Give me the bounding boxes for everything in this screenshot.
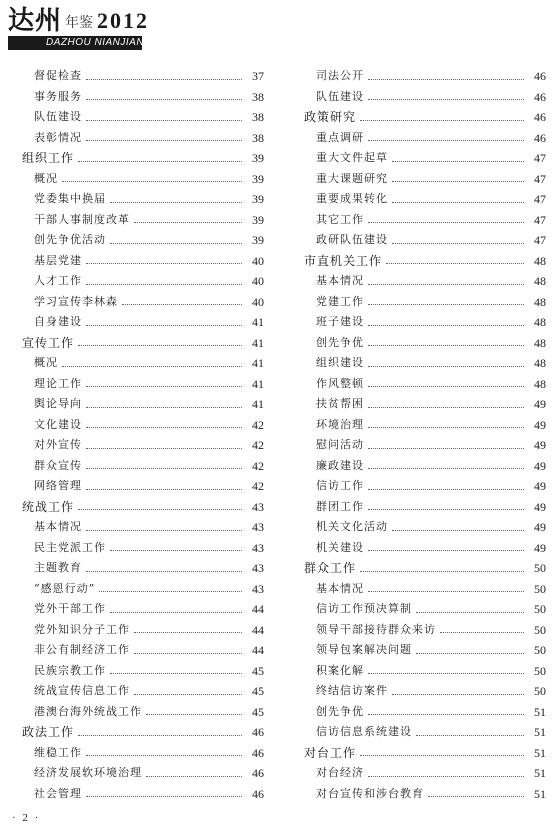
dot-leader bbox=[392, 243, 524, 244]
toc-entry[interactable] bbox=[304, 599, 546, 620]
toc-entry-page: 50 bbox=[534, 602, 546, 617]
toc-entry-title: 班子建设 bbox=[316, 315, 364, 329]
toc-entry-page: 39 bbox=[252, 171, 264, 186]
dot-leader bbox=[368, 550, 524, 551]
dot-leader bbox=[122, 304, 242, 305]
toc-entry-page: 41 bbox=[252, 376, 264, 391]
toc-entry-title: 党委集中换届 bbox=[34, 192, 106, 206]
toc-entry-title: 廉政建设 bbox=[316, 458, 364, 472]
toc-section-entry[interactable] bbox=[304, 107, 546, 128]
dot-leader bbox=[86, 79, 242, 80]
toc-entry[interactable] bbox=[304, 271, 546, 292]
toc-entry-title: 宣传工作 bbox=[22, 335, 75, 350]
toc-entry-title: 重大课题研究 bbox=[316, 171, 388, 185]
toc-entry-page: 47 bbox=[534, 233, 546, 248]
toc-entry-title: 社会管理 bbox=[34, 786, 82, 800]
toc-entry-title: 政法工作 bbox=[22, 725, 75, 740]
dot-leader bbox=[110, 550, 242, 551]
toc-entry[interactable] bbox=[304, 681, 546, 702]
toc-entry-title: 党外知识分子工作 bbox=[34, 622, 130, 636]
toc-entry-title: 非公有制经济工作 bbox=[34, 643, 130, 657]
dot-leader bbox=[360, 571, 524, 572]
toc-entry-page: 44 bbox=[252, 643, 264, 658]
dot-leader bbox=[62, 366, 242, 367]
dot-leader bbox=[416, 653, 524, 654]
dot-leader bbox=[86, 755, 242, 756]
dot-leader bbox=[368, 99, 524, 100]
toc-entry-page: 46 bbox=[534, 89, 546, 104]
toc-entry-page: 41 bbox=[252, 315, 264, 330]
toc-entry-page: 47 bbox=[534, 212, 546, 227]
toc-entry-page: 50 bbox=[534, 561, 546, 576]
toc-entry-page: 43 bbox=[252, 540, 264, 555]
toc-entry-title: 干部人事制度改革 bbox=[34, 212, 130, 226]
toc-entry[interactable] bbox=[304, 538, 546, 559]
toc-entry-page: 43 bbox=[252, 581, 264, 596]
toc-entry-page: 47 bbox=[534, 192, 546, 207]
toc-column-right bbox=[304, 66, 546, 804]
toc-entry-title: 主题教育 bbox=[34, 561, 82, 575]
toc-entry[interactable] bbox=[304, 415, 546, 436]
toc-entry[interactable] bbox=[304, 292, 546, 313]
toc-entry[interactable] bbox=[304, 620, 546, 641]
dot-leader bbox=[86, 284, 242, 285]
toc-entry-title: 重要成果转化 bbox=[316, 192, 388, 206]
toc-section-entry[interactable] bbox=[22, 497, 264, 518]
toc-entry[interactable] bbox=[22, 312, 264, 333]
toc-entry-title: 督促检查 bbox=[34, 69, 82, 83]
toc-entry-title: 司法公开 bbox=[316, 69, 364, 83]
toc-entry[interactable] bbox=[304, 148, 546, 169]
toc-entry-page: 42 bbox=[252, 438, 264, 453]
dot-leader bbox=[86, 468, 242, 469]
toc-entry-page: 39 bbox=[252, 192, 264, 207]
toc-entry-page: 37 bbox=[252, 69, 264, 84]
toc-entry-page: 38 bbox=[252, 89, 264, 104]
toc-entry[interactable] bbox=[22, 661, 264, 682]
dot-leader bbox=[86, 530, 242, 531]
toc-entry[interactable] bbox=[22, 538, 264, 559]
toc-entry-title: 舆论导向 bbox=[34, 397, 82, 411]
dot-leader bbox=[368, 468, 524, 469]
toc-entry-page: 48 bbox=[534, 356, 546, 371]
dot-leader bbox=[78, 509, 242, 510]
toc-entry[interactable] bbox=[304, 640, 546, 661]
toc-entry[interactable] bbox=[22, 763, 264, 784]
toc-entry-page: 39 bbox=[252, 233, 264, 248]
toc-entry-title: 政研队伍建设 bbox=[316, 233, 388, 247]
dot-leader bbox=[368, 325, 524, 326]
dot-leader bbox=[86, 427, 242, 428]
toc-entry-title: 政策研究 bbox=[304, 110, 357, 125]
dot-leader bbox=[110, 673, 242, 674]
dot-leader bbox=[110, 243, 242, 244]
toc-section-entry[interactable] bbox=[304, 743, 546, 764]
toc-entry-title: 信访工作 bbox=[316, 479, 364, 493]
toc-entry[interactable] bbox=[22, 476, 264, 497]
toc-entry-title: 党外干部工作 bbox=[34, 602, 106, 616]
dot-leader bbox=[368, 79, 524, 80]
toc-entry[interactable] bbox=[22, 87, 264, 108]
toc-entry[interactable] bbox=[304, 374, 546, 395]
yearbook-subtitle: 年鉴 bbox=[65, 15, 93, 31]
dot-leader bbox=[368, 673, 524, 674]
dot-leader bbox=[368, 591, 524, 592]
dot-leader bbox=[86, 386, 242, 387]
dot-leader bbox=[134, 222, 242, 223]
toc-entry[interactable] bbox=[304, 210, 546, 231]
toc-entry[interactable] bbox=[22, 251, 264, 272]
toc-entry-title: 环境治理 bbox=[316, 417, 364, 431]
toc-entry[interactable] bbox=[304, 353, 546, 374]
dot-leader bbox=[78, 345, 242, 346]
toc-entry-page: 50 bbox=[534, 643, 546, 658]
dot-leader bbox=[416, 735, 524, 736]
toc-entry[interactable] bbox=[304, 169, 546, 190]
dot-leader bbox=[86, 263, 242, 264]
dot-leader bbox=[146, 714, 242, 715]
toc-column-left bbox=[22, 66, 264, 804]
toc-entry-title: 对外宣传 bbox=[34, 438, 82, 452]
dot-leader bbox=[368, 140, 524, 141]
dot-leader bbox=[86, 571, 242, 572]
dot-leader bbox=[86, 120, 242, 121]
toc-entry-page: 44 bbox=[252, 622, 264, 637]
toc-entry[interactable] bbox=[22, 415, 264, 436]
toc-entry[interactable] bbox=[22, 210, 264, 231]
toc-entry-title: 港澳台海外统战工作 bbox=[34, 704, 142, 718]
dot-leader bbox=[134, 653, 242, 654]
toc-entry[interactable] bbox=[304, 230, 546, 251]
toc-entry-page: 45 bbox=[252, 704, 264, 719]
toc-entry-page: 47 bbox=[534, 151, 546, 166]
toc-entry-title: 群众工作 bbox=[304, 561, 357, 576]
dot-leader bbox=[428, 796, 524, 797]
toc-entry[interactable] bbox=[304, 66, 546, 87]
toc-entry[interactable] bbox=[22, 128, 264, 149]
toc-entry[interactable] bbox=[22, 230, 264, 251]
toc-entry-title: 统战宣传信息工作 bbox=[34, 684, 130, 698]
dot-leader bbox=[386, 263, 524, 264]
dot-leader bbox=[368, 345, 524, 346]
toc-entry-page: 48 bbox=[534, 253, 546, 268]
toc-entry-page: 46 bbox=[534, 130, 546, 145]
dot-leader bbox=[146, 776, 242, 777]
toc-entry-page: 46 bbox=[252, 766, 264, 781]
toc-entry-title: 事务服务 bbox=[34, 89, 82, 103]
toc-entry-title: 机关建设 bbox=[316, 540, 364, 554]
toc-entry-title: 作风整顿 bbox=[316, 376, 364, 390]
toc-entry-page: 49 bbox=[534, 438, 546, 453]
toc-entry-title: 其它工作 bbox=[316, 212, 364, 226]
toc-entry-title: 重大文件起草 bbox=[316, 151, 388, 165]
dot-leader bbox=[368, 448, 524, 449]
toc-entry-page: 48 bbox=[534, 315, 546, 330]
toc-entry[interactable] bbox=[22, 271, 264, 292]
toc-entry-title: 维稳工作 bbox=[34, 745, 82, 759]
dot-leader bbox=[368, 366, 524, 367]
toc-entry[interactable] bbox=[22, 374, 264, 395]
toc-entry[interactable] bbox=[22, 189, 264, 210]
dot-leader bbox=[368, 284, 524, 285]
toc-entry[interactable] bbox=[22, 640, 264, 661]
dot-leader bbox=[86, 140, 242, 141]
toc-entry-title: 信访工作预决算制 bbox=[316, 602, 412, 616]
dot-leader bbox=[78, 735, 242, 736]
toc-entry-page: 48 bbox=[534, 376, 546, 391]
dot-leader bbox=[86, 489, 242, 490]
dot-leader bbox=[99, 591, 242, 592]
toc-entry-title: 信访信息系统建设 bbox=[316, 725, 412, 739]
toc-entry-title: 队伍建设 bbox=[316, 89, 364, 103]
dot-leader bbox=[440, 632, 524, 633]
dot-leader bbox=[368, 407, 524, 408]
toc-entry-title: 领导干部接待群众来访 bbox=[316, 622, 436, 636]
toc-entry-page: 49 bbox=[534, 499, 546, 514]
dot-leader bbox=[392, 202, 524, 203]
toc-entry-page: 42 bbox=[252, 458, 264, 473]
dot-leader bbox=[368, 509, 524, 510]
toc-entry-title: 自身建设 bbox=[34, 315, 82, 329]
toc-entry-page: 48 bbox=[534, 274, 546, 289]
toc-entry[interactable] bbox=[22, 66, 264, 87]
toc-entry-page: 46 bbox=[252, 786, 264, 801]
toc-entry-title: 慰问活动 bbox=[316, 438, 364, 452]
toc-entry-page: 45 bbox=[252, 684, 264, 699]
toc-section-entry[interactable] bbox=[22, 722, 264, 743]
toc-entry[interactable] bbox=[22, 620, 264, 641]
toc-entry-title: 人才工作 bbox=[34, 274, 82, 288]
toc-entry-title: 终结信访案件 bbox=[316, 684, 388, 698]
toc-entry[interactable] bbox=[304, 87, 546, 108]
dot-leader bbox=[368, 776, 524, 777]
page-number: · 2 · bbox=[12, 812, 41, 824]
toc-entry-page: 51 bbox=[534, 766, 546, 781]
dot-leader bbox=[368, 222, 524, 223]
yearbook-header bbox=[0, 0, 554, 58]
toc-entry[interactable] bbox=[22, 558, 264, 579]
toc-entry-page: 46 bbox=[534, 69, 546, 84]
toc-entry-title: 基本情况 bbox=[316, 581, 364, 595]
toc-entry-title: 创先争优 bbox=[316, 704, 364, 718]
toc-entry-page: 46 bbox=[252, 725, 264, 740]
dot-leader bbox=[368, 304, 524, 305]
toc-entry[interactable] bbox=[304, 763, 546, 784]
toc-entry-page: 49 bbox=[534, 417, 546, 432]
toc-entry[interactable] bbox=[304, 333, 546, 354]
dot-leader bbox=[62, 181, 242, 182]
toc-entry[interactable] bbox=[22, 784, 264, 805]
toc-entry-page: 44 bbox=[252, 602, 264, 617]
toc-entry-page: 51 bbox=[534, 786, 546, 801]
dot-leader bbox=[86, 407, 242, 408]
toc-entry-page: 51 bbox=[534, 745, 546, 760]
toc-entry-page: 38 bbox=[252, 130, 264, 145]
toc-entry[interactable] bbox=[22, 169, 264, 190]
toc-entry-page: 49 bbox=[534, 397, 546, 412]
toc-entry-page: 41 bbox=[252, 397, 264, 412]
dot-leader bbox=[134, 694, 242, 695]
toc-entry[interactable] bbox=[22, 107, 264, 128]
dot-leader bbox=[368, 427, 524, 428]
toc-entry-page: 41 bbox=[252, 356, 264, 371]
yearbook-english-title: DAZHOU NIANJIAN bbox=[46, 37, 145, 48]
toc-entry-title: 市直机关工作 bbox=[304, 253, 383, 268]
toc-entry-title: 领导包案解决问题 bbox=[316, 643, 412, 657]
toc-entry-page: 49 bbox=[534, 540, 546, 555]
dot-leader bbox=[416, 612, 524, 613]
dot-leader bbox=[392, 181, 524, 182]
toc-entry-page: 40 bbox=[252, 253, 264, 268]
toc-entry-title: 基层党建 bbox=[34, 253, 82, 267]
toc-entry-title: 机关文化活动 bbox=[316, 520, 388, 534]
toc-entry[interactable] bbox=[304, 661, 546, 682]
toc-entry-page: 43 bbox=[252, 499, 264, 514]
toc-entry-title: 党建工作 bbox=[316, 294, 364, 308]
toc-entry-title: 理论工作 bbox=[34, 376, 82, 390]
toc-entry[interactable] bbox=[22, 292, 264, 313]
toc-section-entry[interactable] bbox=[304, 251, 546, 272]
toc-entry[interactable] bbox=[304, 702, 546, 723]
toc-entry-title: 经济发展软环境治理 bbox=[34, 766, 142, 780]
toc-entry-page: 47 bbox=[534, 171, 546, 186]
toc-entry-title: 概况 bbox=[34, 171, 58, 185]
toc-entry[interactable] bbox=[304, 579, 546, 600]
toc-entry-page: 46 bbox=[252, 745, 264, 760]
toc-entry-page: 39 bbox=[252, 212, 264, 227]
toc-entry[interactable] bbox=[22, 681, 264, 702]
toc-entry-page: 40 bbox=[252, 294, 264, 309]
toc-entry-title: “感恩行动” bbox=[34, 581, 96, 595]
toc-entry-title: 民主党派工作 bbox=[34, 540, 106, 554]
dot-leader bbox=[86, 796, 242, 797]
toc-entry-page: 49 bbox=[534, 520, 546, 535]
toc-entry-title: 队伍建设 bbox=[34, 110, 82, 124]
toc-entry-page: 39 bbox=[252, 151, 264, 166]
toc-entry-title: 概况 bbox=[34, 356, 58, 370]
dot-leader bbox=[360, 755, 524, 756]
toc-entry-page: 50 bbox=[534, 581, 546, 596]
toc-entry-page: 40 bbox=[252, 274, 264, 289]
toc-entry-title: 对台经济 bbox=[316, 766, 364, 780]
yearbook-title: 达州 bbox=[8, 6, 63, 36]
toc-entry-title: 组织工作 bbox=[22, 151, 75, 166]
toc-entry-page: 48 bbox=[534, 335, 546, 350]
toc-entry-title: 对台宣传和涉台教育 bbox=[316, 786, 424, 800]
dot-leader bbox=[368, 386, 524, 387]
toc-entry[interactable] bbox=[22, 743, 264, 764]
toc-entry-title: 基本情况 bbox=[316, 274, 364, 288]
toc-entry-title: 群众宣传 bbox=[34, 458, 82, 472]
toc-entry[interactable] bbox=[22, 517, 264, 538]
toc-entry-title: 学习宣传李林森 bbox=[34, 294, 118, 308]
toc-entry-page: 43 bbox=[252, 520, 264, 535]
toc-entry[interactable] bbox=[22, 456, 264, 477]
toc-section-entry[interactable] bbox=[22, 148, 264, 169]
toc-entry-page: 46 bbox=[534, 110, 546, 125]
toc-entry[interactable] bbox=[22, 579, 264, 600]
toc-entry[interactable] bbox=[304, 312, 546, 333]
toc-entry-page: 42 bbox=[252, 479, 264, 494]
toc-entry-page: 38 bbox=[252, 110, 264, 125]
toc-entry-title: 重点调研 bbox=[316, 130, 364, 144]
toc-entry-title: 对台工作 bbox=[304, 745, 357, 760]
toc-entry-title: 群团工作 bbox=[316, 499, 364, 513]
dot-leader bbox=[368, 714, 524, 715]
yearbook-year: 2012 bbox=[97, 8, 149, 33]
toc-entry[interactable] bbox=[304, 189, 546, 210]
toc-entry[interactable] bbox=[22, 599, 264, 620]
toc-entry[interactable] bbox=[22, 394, 264, 415]
toc-entry-page: 43 bbox=[252, 561, 264, 576]
toc-entry-page: 41 bbox=[252, 335, 264, 350]
toc-entry-page: 50 bbox=[534, 684, 546, 699]
toc-entry-title: 文化建设 bbox=[34, 417, 82, 431]
dot-leader bbox=[392, 530, 524, 531]
toc-entry-title: 基本情况 bbox=[34, 520, 82, 534]
dot-leader bbox=[392, 161, 524, 162]
toc-entry[interactable] bbox=[304, 394, 546, 415]
toc-entry[interactable] bbox=[304, 456, 546, 477]
toc-entry[interactable] bbox=[304, 435, 546, 456]
toc-entry-title: 扶贫帮困 bbox=[316, 397, 364, 411]
toc-entry[interactable] bbox=[304, 476, 546, 497]
toc-entry-title: 民族宗教工作 bbox=[34, 663, 106, 677]
dot-leader bbox=[86, 99, 242, 100]
toc-entry[interactable] bbox=[304, 497, 546, 518]
toc-entry-page: 51 bbox=[534, 725, 546, 740]
toc-entry[interactable] bbox=[22, 353, 264, 374]
toc-entry-title: 组织建设 bbox=[316, 356, 364, 370]
toc-entry-title: 表彰情况 bbox=[34, 130, 82, 144]
dot-leader bbox=[360, 120, 524, 121]
toc-entry-title: 网络管理 bbox=[34, 479, 82, 493]
dot-leader bbox=[392, 694, 524, 695]
dot-leader bbox=[110, 202, 242, 203]
toc-entry-page: 49 bbox=[534, 458, 546, 473]
dot-leader bbox=[134, 632, 242, 633]
toc-entry-page: 49 bbox=[534, 479, 546, 494]
toc-entry-page: 45 bbox=[252, 663, 264, 678]
toc-entry[interactable] bbox=[304, 722, 546, 743]
toc-entry[interactable] bbox=[22, 702, 264, 723]
toc-entry-page: 48 bbox=[534, 294, 546, 309]
dot-leader bbox=[110, 612, 242, 613]
toc-section-entry[interactable] bbox=[22, 333, 264, 354]
toc-entry-title: 创先争优活动 bbox=[34, 233, 106, 247]
dot-leader bbox=[86, 325, 242, 326]
toc-entry[interactable] bbox=[304, 128, 546, 149]
toc-entry-title: 积案化解 bbox=[316, 663, 364, 677]
toc-entry-page: 50 bbox=[534, 663, 546, 678]
toc-entry[interactable] bbox=[304, 517, 546, 538]
toc-entry[interactable] bbox=[304, 784, 546, 805]
toc-entry-page: 51 bbox=[534, 704, 546, 719]
toc-section-entry[interactable] bbox=[304, 558, 546, 579]
toc-entry-title: 统战工作 bbox=[22, 499, 75, 514]
dot-leader bbox=[78, 161, 242, 162]
dot-leader bbox=[368, 489, 524, 490]
toc-entry-title: 创先争优 bbox=[316, 335, 364, 349]
toc-entry[interactable] bbox=[22, 435, 264, 456]
dot-leader bbox=[86, 448, 242, 449]
toc-entry-page: 42 bbox=[252, 417, 264, 432]
toc-entry-page: 50 bbox=[534, 622, 546, 637]
